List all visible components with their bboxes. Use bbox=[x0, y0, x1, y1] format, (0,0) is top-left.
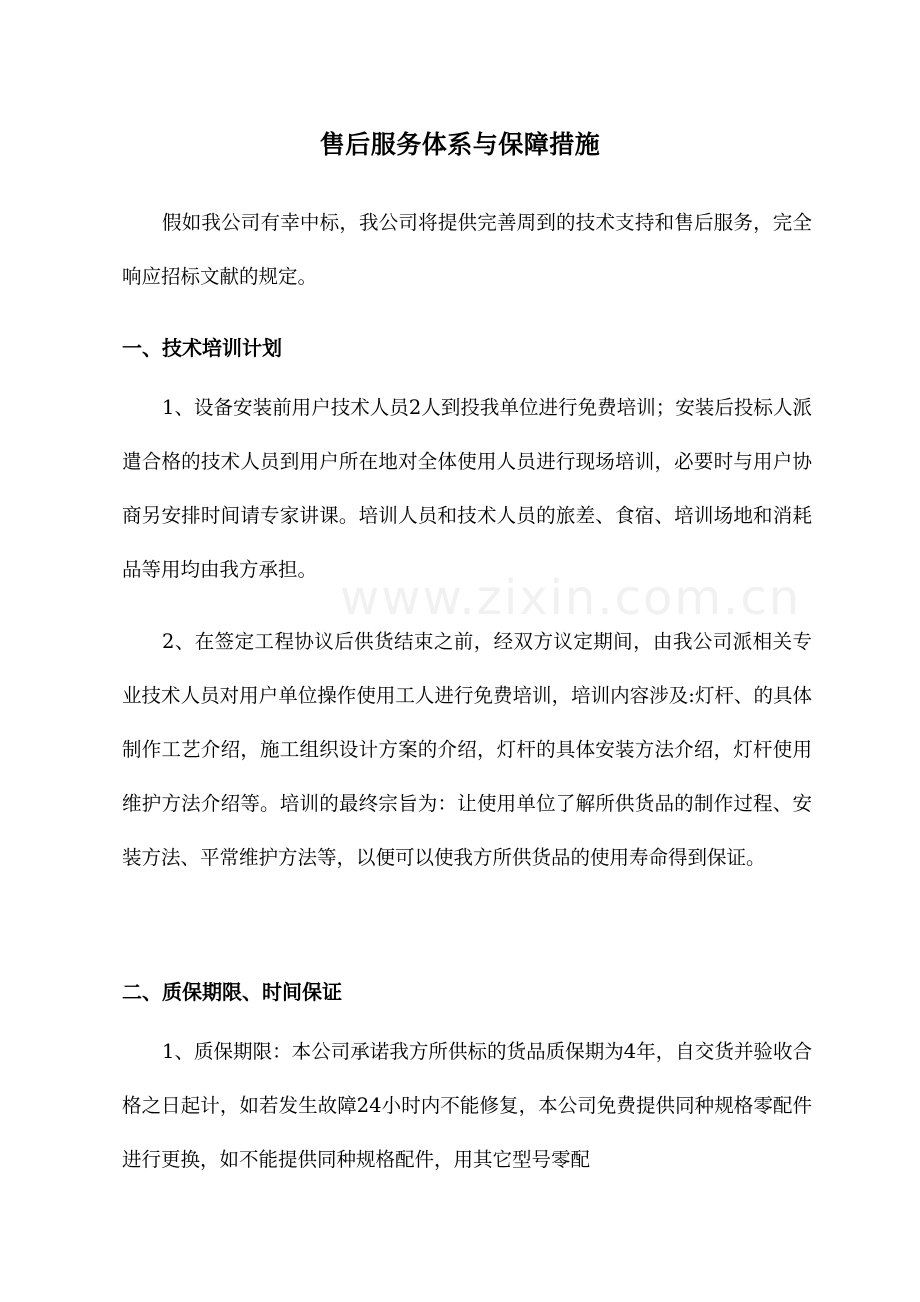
document-title: 售后服务体系与保障措施 bbox=[319, 129, 601, 159]
watermark: www.zixin.com.cn bbox=[340, 570, 802, 626]
intro-paragraph: 假如我公司有幸中标，我公司将提供完善周到的技术支持和售后服务，完全响应招标文献的规定。 bbox=[122, 211, 812, 288]
warranty-paragraph-1: 1、质保期限：本公司承诺我方所供标的货品质保期为4年，自交货并验收合格之日起计，如若发生故障24小时内不能修复，本公司免费提供同种规格零配件进行更换，如不能提供同种规格配件，用其它型号零配 bbox=[122, 1040, 812, 1171]
section-heading-warranty: 二、质保期限、时间保证 bbox=[122, 980, 342, 1004]
training-paragraph-1: 1、设备安装前用户技术人员2人到投我单位进行免费培训；安装后投标人派遣合格的技术人员到用户所在地对全体使用人员进行现场培训，必要时与用户协商另安排时间请专家讲课。培训人员和技术人员的旅差、食宿、培训场地和消耗品等用均由我方承担。 bbox=[122, 396, 812, 581]
training-paragraph-2: 2、在签定工程协议后供货结束之前，经双方议定期间，由我公司派相关专业技术人员对用户单位操作使用工人进行免费培训，培训内容涉及:灯杆、的具体制作工艺介绍，施工组织设计方案的介绍，灯杆的具体安装方法介绍，灯杆使用维护方法介绍等。培训的最终宗旨为：让使用单位了解所供货品的制作过程、安装方法、平常维护方法等，以便可以使我方所供货品的使用寿命得到保证。 bbox=[122, 630, 812, 869]
section-heading-training: 一、技术培训计划 bbox=[122, 336, 282, 360]
